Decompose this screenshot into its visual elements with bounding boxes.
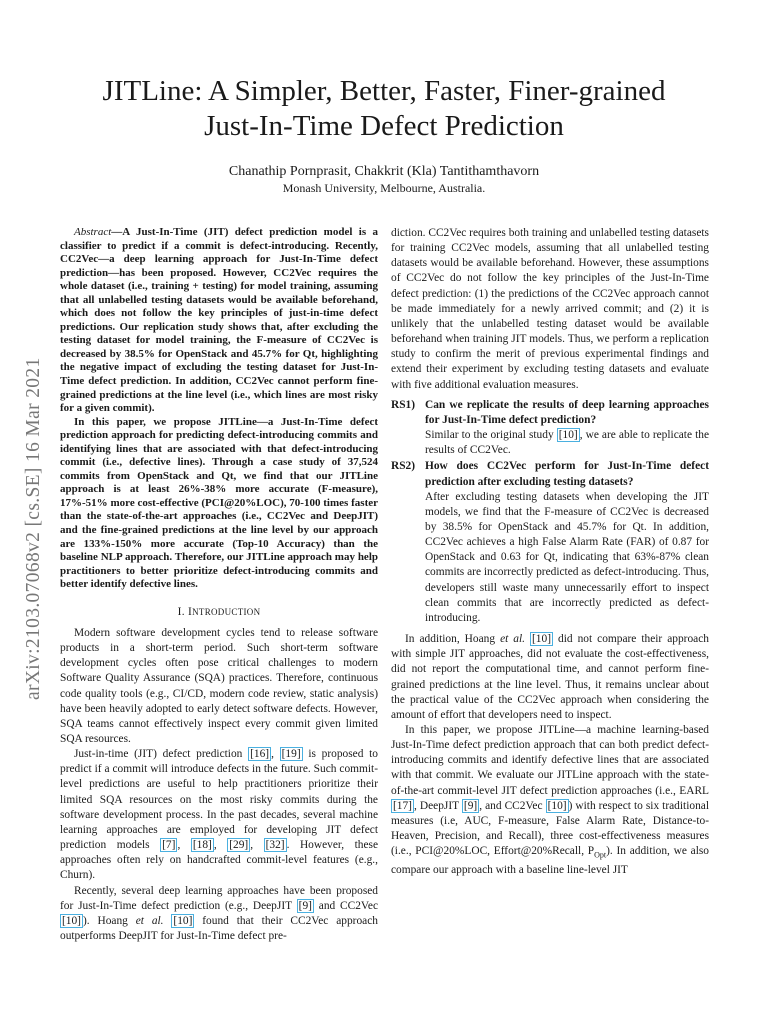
citation-link[interactable]: [9] — [298, 899, 312, 912]
citation-link[interactable]: [9] — [463, 799, 478, 812]
right-paragraph-2: In addition, Hoang et al. [10] did not compare their approach with simple JIT approaches, did not evaluate the cost-effectiveness, did not report the computational time, and cannot perform fine-grained predictions at the line level. Thus, it remains unclear about the practical value of the CC2Vec approach when considering the amount of effort that developers need to inspect. — [391, 633, 709, 721]
rs1-answer: Similar to the original study [10] , we are able to replicate the results of CC2Vec. — [425, 429, 709, 457]
title-line-2: Just-In-Time Defect Prediction — [204, 110, 564, 142]
citation-link[interactable]: [10] — [173, 914, 193, 927]
citation-link[interactable]: [19] — [281, 748, 301, 761]
intro-paragraph-2: Just-in-time (JIT) defect prediction [16] , [19] is proposed to predict if a commit will introduce defects in the future. Such commit-level predictions are useful to help practitioners prioritize their limited SQA resources on the most risky commits during the software development process. In the past decades, several machine learning approaches are employed for developing JIT defect prediction models [7] , [18] , [29] , [32] . However, these approaches often rely on handcrafted commit-level features (e.g., Churn). — [60, 748, 379, 882]
section-heading-introduction: I. INTRODUCTION — [177, 605, 261, 618]
citation-link[interactable]: [10] — [532, 633, 551, 646]
arxiv-identifier[interactable]: arXiv:2103.07068v2 [cs.SE] 16 Mar 2021 — [23, 357, 44, 700]
title-line-1: JITLine: A Simpler, Better, Faster, Finer-grained — [102, 75, 666, 107]
rs1-tag: RS1) — [391, 398, 416, 411]
rs1-question: Can we replicate the results of deep learning approaches for Just-In-Time defect prediction? — [425, 398, 709, 426]
abstract-paragraph-2: In this paper, we propose JITLine—a Just-In-Time defect prediction approach for predicting defect-introducing commits and identifying lines that are associated with that defect-introducing commit (i.e., defective lines). Through a case study of 37,524 commits from OpenStack and Qt, we find that our JITLine approach is at least 26%-38% more accurate (F-measure), 17%-51% more cost-effective (PCI@20%LOC), 70-100 times faster than the state-of-the-art approaches (i.e., CC2Vec and DeepJIT) and the fine-grained predictions at the line level by our approach are 133%-150% more accurate (Top-10 Accuracy) than the baseline NLP approach. Therefore, our JITLine approach may help practitioners to better prioritize defect-introducing commits and better identify defective lines. — [60, 415, 378, 591]
right-paragraph-3: In this paper, we propose JITLine—a machine learning-based Just-In-Time defect prediction approach that can both predict defect-introducing commits and identify defective lines that are associated with that commit. We evaluate our JITLine approach with the state-of-the-art commit-level JIT defect prediction approaches (i.e., EARL [17] , DeepJIT [9] , and CC2Vec [10] ) with respect to six traditional measures (i.e, AUC, F-measure, False Alarm Rate, Distance-to-Heaven, Precision, and Recall), three cost-effectiveness measures (i.e., PCI@20%LOC, Effort@20%Recall, $P_{Opt}$). In addition, we also compare our approach with a baseline line-level JIT — [391, 724, 709, 876]
citation-link[interactable]: [16] — [250, 748, 270, 761]
abstract-paragraph-1 — [60, 226, 378, 416]
research-statement-2 — [391, 459, 709, 626]
intro-paragraph-1: Modern software development cycles tend to release software products in a short-term period. Such short-term software development cycles often pose critical challenges to modern Software Quality Assurance (SQA) practices. Therefore, continuous code quality tools (e.g., CI/CD, modern code review, static analysis) have been heavily adopted to early detect software defects. However, SQA teams cannot effectively inspect every commit given limited SQA resources. — [60, 626, 378, 746]
citation-link[interactable]: [10] — [62, 914, 81, 927]
authors: Chanathip Pornprasit, Chakkrit (Kla) Tantithamthavorn — [228, 164, 540, 179]
citation-link[interactable]: [10] — [547, 799, 567, 812]
right-column — [391, 226, 709, 878]
intro-paragraph-3: Recently, several deep learning approaches have been proposed for Just-In-Time defect prediction (e.g., DeepJIT [9] and CC2Vec [10] ). Hoang et al. [10] found that their CC2Vec approach outperforms DeepJIT for Just-In-Time defect pre- — [60, 884, 378, 943]
affiliation: Monash University, Melbourne, Australia. — [282, 181, 486, 195]
citation-link[interactable]: [10] — [558, 429, 578, 442]
right-paragraph-1: diction. CC2Vec requires both training and unlabelled testing datasets for training CC2Vec models, assuming that all unlabelled testing datasets would be available beforehand. However, these assumptions of CC2Vec do not follow the key principles of the Just-In-Time defect prediction: (1) the predictions of the CC2Vec approach cannot be made immediately for a newly arrived commit; and (2) it is unlikely that the unlabelled testing dataset would be available beforehand when training JIT models. Thus, we perform a replication study to confirm the merit of previous experimental findings and extend their experiment by excluding testing datasets and evaluate with five additional evaluation measures. — [391, 227, 709, 391]
rs2-question: How does CC2Vec perform for Just-In-Time defect prediction after excluding testing datasets? — [425, 460, 709, 488]
citation-link[interactable]: [32] — [265, 839, 285, 852]
citation-link[interactable]: [18] — [192, 839, 212, 852]
research-statement-1 — [391, 398, 709, 459]
paper-title — [60, 74, 708, 144]
citation-link[interactable]: [7] — [162, 839, 176, 852]
rs2-tag: RS2) — [391, 460, 416, 473]
abstract-lead: Abstract — [74, 226, 112, 238]
rs2-answer: After excluding testing datasets when developing the JIT models, we find that the F-measure of CC2Vec is decreased by 38.5% for OpenStack and 45.7% for Qt. In addition, CC2Vec achieves a high False Alarm Rate (FAR) of 0.87 for OpenStack and 0.63 for Qt, indicating that 63%-87% clean commits are incorrectly predicted as defect-introducing. Thus, developers still waste many unnecessarily effort to inspect clean commits that are incorrectly predicted as defect-introducing. — [425, 490, 709, 624]
left-column — [60, 226, 378, 944]
citation-link[interactable]: [17] — [393, 799, 412, 812]
citation-link[interactable]: [29] — [229, 839, 249, 852]
abstract-text-1: —A Just-In-Time (JIT) defect prediction model is a classifier to predict if a commit is defect-introducing. Recently, CC2Vec—a deep learning approach for Just-In-Time defect prediction—has been proposed. However, CC2Vec requires the whole dataset (i.e., training + testing) for model training, assuming that all unlabelled testing datasets would be available beforehand, which does not follow the key principles of just-in-time defect predictions. Our replication study shows that, after excluding the testing dataset for model training, the F-measure of CC2Vec is decreased by 38.5% for OpenStack and 45.7% for Qt, highlighting the negative impact of excluding the testing dataset for Just-In-Time defect prediction. In addition, CC2Vec cannot perform fine-grained predictions at the line level (i.e., which lines are most risky for a given commit). — [60, 226, 378, 415]
